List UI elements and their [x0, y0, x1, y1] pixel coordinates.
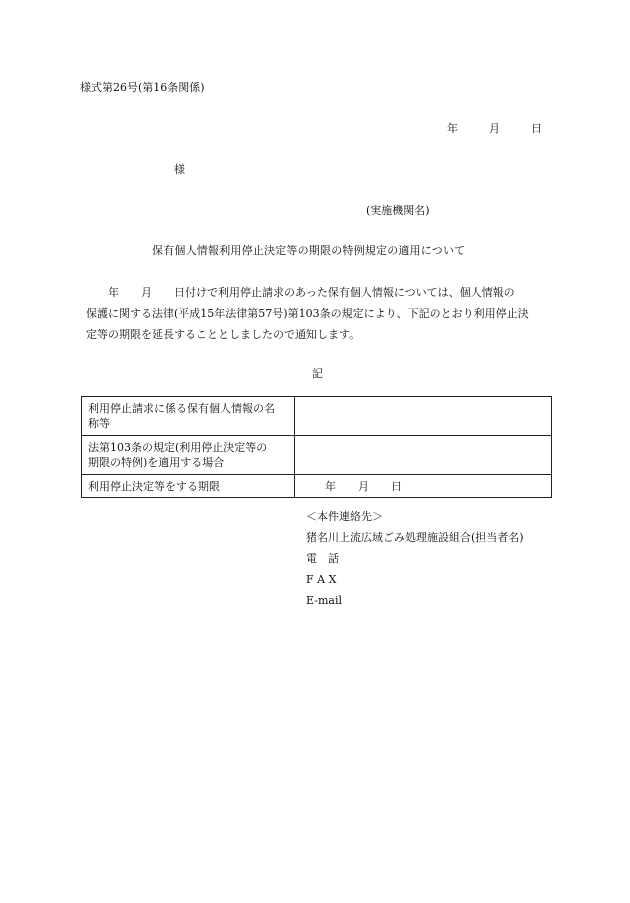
body-paragraph [86, 282, 556, 345]
table-value-cell: 年 月 日 [295, 475, 552, 498]
contact-block [306, 506, 524, 611]
table-row [82, 397, 552, 436]
contact-heading: ＜本件連絡先＞ [306, 510, 383, 523]
notice-table [81, 396, 552, 498]
form-number: 様式第26号(第16条関係) [80, 81, 205, 94]
contact-phone-label: 電 話 [306, 552, 339, 565]
document-title: 保有個人情報利用停止決定等の期限の特例規定の適用について [152, 244, 466, 257]
date-month: 月 [489, 122, 500, 135]
record-heading: 記 [312, 367, 323, 380]
table-label-text: 期限の特例)を適用する場合 [88, 456, 225, 469]
addressee-honorific: 様 [174, 163, 185, 176]
table-value-cell [295, 397, 552, 436]
table-label-text: 法第103条の規定(利用停止決定等の [88, 441, 268, 454]
table-row [82, 436, 552, 475]
body-line-3: 定等の期限を延長することとしましたので通知します。 [86, 328, 361, 341]
organization-name: (実施機関名) [366, 204, 430, 217]
table-label-cell: 利用停止決定等をする期限 [82, 475, 295, 498]
contact-email-label: E-mail [306, 594, 342, 607]
table-label-text: 利用停止請求に係る保有個人情報の名 [88, 402, 275, 415]
body-line-2: 保護に関する法律(平成15年法律第57号)第103条の規定により、下記のとおり利用停止決 [86, 307, 529, 320]
contact-department: 猪名川上流広域ごみ処理施設組合(担当者名) [306, 531, 524, 544]
table-label-cell [82, 397, 295, 436]
table-label-cell [82, 436, 295, 475]
date-day: 日 [531, 122, 542, 135]
table-value-cell [295, 436, 552, 475]
contact-fax-label: F A X [306, 573, 337, 586]
body-line-1: 年 月 日付けで利用停止請求のあった保有個人情報については、個人情報の [86, 286, 515, 299]
date-year: 年 [447, 122, 458, 135]
table-row [82, 475, 552, 498]
date-line [447, 122, 542, 136]
table-label-text: 称等 [88, 417, 110, 430]
